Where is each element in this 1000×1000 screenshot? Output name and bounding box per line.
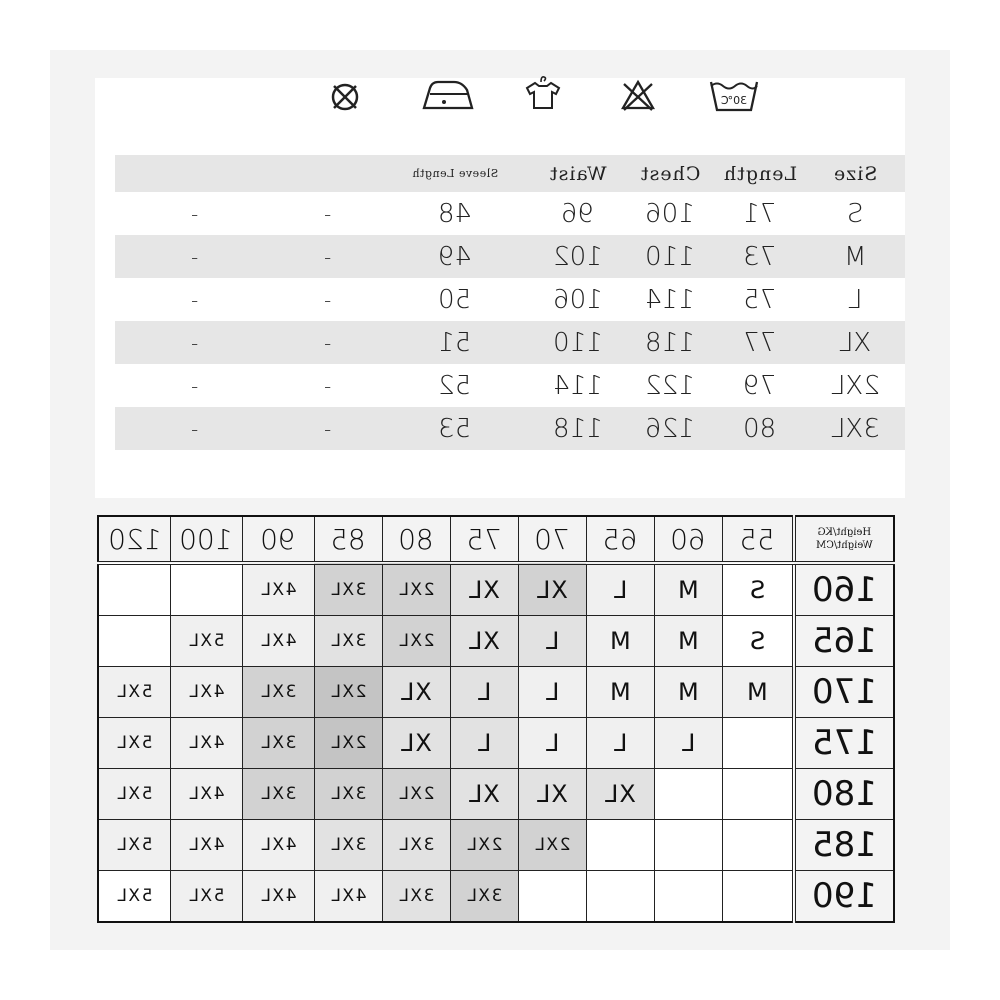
recommended-size: L (680, 729, 696, 757)
wash-30c-icon (707, 72, 761, 118)
size-recommendation-cell (654, 871, 722, 923)
weight-label: 120 (107, 522, 161, 556)
recommended-size: 5XL (116, 733, 153, 753)
recommended-size: 4XL (259, 886, 297, 906)
size-label: XL (838, 327, 872, 358)
size-row (115, 192, 905, 235)
size-recommendation-cell (382, 769, 450, 820)
corner-label-top: Height/KG (817, 527, 872, 538)
size-recommendation-cell (98, 616, 170, 667)
recommended-size: 2XL (465, 835, 503, 855)
size-recommendation-cell (518, 667, 586, 718)
measure-value: 126 (645, 413, 695, 444)
recommended-size: M (746, 678, 769, 706)
recommended-size: 4XL (187, 835, 225, 855)
size-recommendation-cell (170, 616, 242, 667)
hang-dry-icon (520, 72, 566, 118)
recommended-size: 3XL (329, 631, 367, 651)
recommended-size: XL (400, 729, 432, 757)
size-recommendation-cell (450, 820, 518, 871)
size-recommendation-cell (382, 667, 450, 718)
weight-label: 90 (260, 522, 296, 556)
measure-value: 48 (438, 198, 472, 229)
size-recommendation-cell (170, 871, 242, 923)
recommended-size: 3XL (329, 580, 367, 600)
height-row (98, 563, 894, 616)
size-recommendation-cell (450, 871, 518, 923)
measure-value: 114 (552, 370, 603, 401)
corner-label (794, 516, 894, 563)
recommended-size: S (749, 627, 766, 655)
recommended-size: XL (468, 627, 500, 655)
size-table-header (115, 155, 905, 192)
height-label: 165 (812, 621, 877, 661)
size-recommendation-cell (314, 871, 382, 923)
size-label: 2XL (830, 370, 880, 401)
size-recommendation-cell (170, 563, 242, 616)
size-label: 3XL (830, 413, 880, 444)
recommended-size: XL (468, 780, 500, 808)
weight-label: 70 (534, 522, 570, 556)
measure-value: 75 (743, 284, 777, 315)
size-recommendation-cell (722, 871, 794, 923)
size-recommendation-cell (98, 563, 170, 616)
size-recommendation-cell (170, 667, 242, 718)
size-recommendation-cell (518, 616, 586, 667)
empty-measure: - (191, 416, 199, 441)
recommended-size: L (544, 627, 560, 655)
recommended-size: 4XL (187, 784, 225, 804)
height-row (98, 718, 894, 769)
size-recommendation-cell (450, 667, 518, 718)
size-row (115, 407, 905, 450)
size-recommendation-cell (586, 820, 654, 871)
size-recommendation-cell (722, 718, 794, 769)
measure-value: 73 (743, 241, 777, 272)
recommended-size: 5XL (187, 631, 225, 651)
size-recommendation-cell (450, 563, 518, 616)
weight-label: 60 (670, 522, 706, 556)
recommended-size: 4XL (259, 631, 297, 651)
height-label: 160 (812, 570, 877, 610)
recommended-size: M (677, 576, 699, 604)
empty-measure: - (191, 330, 199, 355)
size-recommendation-cell (722, 820, 794, 871)
size-recommendation-cell (242, 820, 314, 871)
size-recommendation-cell (654, 667, 722, 718)
recommended-size: L (476, 729, 492, 757)
size-recommendation-cell (654, 616, 722, 667)
measure-value: 110 (645, 241, 695, 272)
header-chest: Chest (639, 162, 701, 185)
size-row (115, 321, 905, 364)
recommended-size: 3XL (329, 784, 367, 804)
size-recommendation-cell (98, 667, 170, 718)
recommended-size: 2XL (533, 835, 571, 855)
size-recommendation-grid (97, 515, 895, 923)
size-recommendation-cell (242, 667, 314, 718)
size-recommendation-cell (242, 769, 314, 820)
recommended-size: 3XL (465, 886, 503, 906)
size-recommendation-cell (314, 616, 382, 667)
empty-measure: - (323, 287, 332, 312)
header-waist: Waist (548, 162, 607, 185)
recommended-size: XL (536, 576, 568, 604)
size-recommendation-cell (450, 616, 518, 667)
measure-value: 53 (438, 413, 472, 444)
recommended-size: 4XL (329, 886, 367, 906)
height-label: 190 (812, 876, 877, 916)
size-recommendation-cell (722, 616, 794, 667)
size-recommendation-cell (314, 820, 382, 871)
recommended-size: 3XL (397, 886, 435, 906)
size-recommendation-cell (518, 871, 586, 923)
size-recommendation-cell (382, 563, 450, 616)
height-row (98, 769, 894, 820)
size-row (115, 364, 905, 407)
size-recommendation-cell (450, 718, 518, 769)
height-label: 175 (812, 723, 877, 763)
recommended-size: 5XL (187, 886, 225, 906)
empty-measure: - (191, 201, 199, 226)
size-recommendation-cell (722, 769, 794, 820)
recommended-size: L (612, 576, 628, 604)
recommended-size: 3XL (329, 835, 367, 855)
empty-measure: - (323, 416, 332, 441)
size-recommendation-cell (518, 820, 586, 871)
size-recommendation-cell (382, 718, 450, 769)
recommended-size: L (612, 729, 628, 757)
size-recommendation-cell (170, 769, 242, 820)
recommended-size: 5XL (116, 886, 153, 906)
measure-value: 118 (645, 327, 695, 358)
size-recommendation-cell (722, 563, 794, 616)
recommended-size: 2XL (329, 682, 367, 702)
size-recommendation-cell (654, 820, 722, 871)
recommended-size: XL (604, 780, 636, 808)
size-recommendation-cell (242, 871, 314, 923)
size-recommendation-cell (242, 616, 314, 667)
height-label: 180 (812, 774, 877, 814)
wash-temperature-label: 30℃ (720, 94, 748, 107)
recommended-size: 5XL (116, 784, 153, 804)
size-label: L (847, 284, 863, 315)
measure-value: 50 (438, 284, 472, 315)
recommended-size: 2XL (329, 733, 367, 753)
measure-value: 49 (438, 241, 472, 272)
recommended-size: 2XL (397, 784, 435, 804)
measure-value: 122 (645, 370, 695, 401)
empty-measure: - (323, 244, 332, 269)
size-recommendation-cell (242, 718, 314, 769)
measure-value: 114 (645, 284, 695, 315)
size-recommendation-cell (382, 871, 450, 923)
recommended-size: 3XL (259, 733, 297, 753)
header-size: Size (832, 162, 878, 185)
empty-measure: - (191, 244, 199, 269)
size-recommendation-cell (654, 718, 722, 769)
recommended-size: L (544, 678, 560, 706)
recommended-size: 2XL (397, 631, 435, 651)
size-recommendation-cell (518, 718, 586, 769)
measure-value: 77 (743, 327, 777, 358)
measure-value: 79 (743, 370, 777, 401)
size-label: M (843, 241, 867, 272)
empty-measure: - (191, 287, 199, 312)
measure-value: 106 (645, 198, 695, 229)
recommended-size: 4XL (259, 835, 297, 855)
measure-value: 71 (743, 198, 777, 229)
size-recommendation-cell (586, 769, 654, 820)
recommended-size: 3XL (259, 784, 297, 804)
size-recommendation-cell (170, 718, 242, 769)
recommended-size: S (749, 576, 766, 604)
empty-measure: - (323, 330, 332, 355)
size-recommendation-cell (722, 667, 794, 718)
weight-label: 80 (398, 522, 434, 556)
weight-header-row (98, 516, 894, 563)
size-recommendation-cell (382, 820, 450, 871)
size-recommendation-cell (314, 769, 382, 820)
iron-low-heat-icon (420, 72, 476, 118)
size-recommendation-cell (98, 718, 170, 769)
weight-label: 55 (739, 522, 776, 556)
size-recommendation-cell (586, 871, 654, 923)
recommended-size: M (677, 678, 699, 706)
do-not-bleach-icon (615, 72, 661, 118)
recommended-size: M (609, 627, 631, 655)
recommended-size: XL (400, 678, 432, 706)
size-measurement-table (115, 155, 905, 450)
recommended-size: 4XL (187, 733, 225, 753)
header-sleeve-length: Sleeve Length (411, 167, 499, 180)
size-row (115, 278, 905, 321)
weight-label: 75 (466, 522, 502, 556)
height-row (98, 820, 894, 871)
recommended-size: 4XL (187, 682, 225, 702)
size-recommendation-cell (98, 871, 170, 923)
recommended-size: XL (536, 780, 568, 808)
recommended-size: L (476, 678, 492, 706)
measure-value: 51 (438, 327, 472, 358)
size-recommendation-cell (98, 820, 170, 871)
size-recommendation-cell (654, 563, 722, 616)
recommended-size: 5XL (116, 835, 153, 855)
height-label: 185 (812, 825, 877, 865)
recommended-size: L (544, 729, 560, 757)
measure-value: 118 (552, 413, 603, 444)
size-recommendation-cell (242, 563, 314, 616)
recommended-size: 3XL (397, 835, 435, 855)
height-row (98, 616, 894, 667)
size-recommendation-cell (518, 563, 586, 616)
do-not-tumble-dry-icon (322, 72, 368, 118)
header-length: Length (722, 162, 798, 185)
size-recommendation-cell (382, 616, 450, 667)
empty-measure: - (323, 373, 332, 398)
size-recommendation-cell (586, 718, 654, 769)
measure-value: 96 (560, 198, 595, 229)
size-recommendation-cell (314, 667, 382, 718)
measure-value: 52 (438, 370, 472, 401)
recommended-size: 3XL (259, 682, 297, 702)
corner-label-bottom: Weight/CM (816, 540, 873, 551)
height-row (98, 871, 894, 923)
measure-value: 80 (743, 413, 777, 444)
size-label: S (846, 198, 864, 229)
recommended-size: 5XL (116, 682, 153, 702)
size-recommendation-cell (586, 667, 654, 718)
size-row (115, 235, 905, 278)
height-label: 170 (812, 672, 877, 712)
size-recommendation-cell (518, 769, 586, 820)
size-recommendation-cell (654, 769, 722, 820)
measure-value: 106 (552, 284, 603, 315)
size-recommendation-cell (586, 616, 654, 667)
height-row (98, 667, 894, 718)
measure-value: 102 (552, 241, 603, 272)
recommended-size: M (677, 627, 699, 655)
size-recommendation-cell (450, 769, 518, 820)
recommended-size: M (609, 678, 631, 706)
weight-label: 85 (330, 522, 366, 556)
recommended-size: XL (468, 576, 500, 604)
empty-measure: - (323, 201, 332, 226)
empty-measure: - (191, 373, 199, 398)
size-recommendation-cell (586, 563, 654, 616)
weight-label: 100 (179, 522, 233, 556)
size-recommendation-cell (314, 718, 382, 769)
measure-value: 110 (552, 327, 603, 358)
size-recommendation-cell (314, 563, 382, 616)
weight-label: 65 (602, 522, 638, 556)
recommended-size: 4XL (259, 580, 297, 600)
size-recommendation-cell (170, 820, 242, 871)
size-recommendation-cell (98, 769, 170, 820)
recommended-size: 2XL (397, 580, 435, 600)
